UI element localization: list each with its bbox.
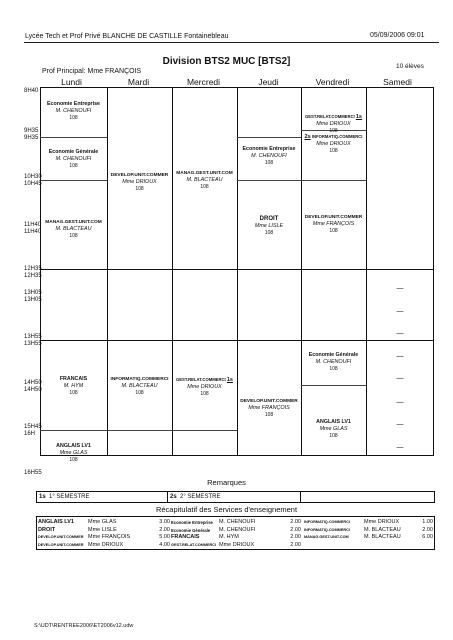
- block-divider: [301, 180, 366, 181]
- time-label: 13H05: [24, 290, 42, 296]
- course-friday-2[interactable]: 2s INFORMATIQ.COMMERCI Mme DRIOUX 108: [304, 134, 363, 154]
- grid-col-divider: [107, 88, 108, 455]
- recap-title: Récapitulatif des Services d'enseignement: [155, 505, 298, 514]
- block-divider: [40, 430, 107, 431]
- recap-row: GEST.RELAT.COMMERCI Mme DRIOUX 2.00: [171, 541, 301, 548]
- semester-2-box: 2s 2° SEMESTRE: [167, 491, 301, 503]
- empty-slot-dash: —: [396, 353, 404, 360]
- block-divider: [237, 137, 301, 138]
- day-header-saturday: Samedi: [383, 77, 412, 87]
- day-header-thursday: Jeudi: [258, 77, 279, 87]
- lunch-divider-bottom: [40, 340, 434, 341]
- day-header-tuesday: Mardi: [127, 77, 150, 87]
- block-divider: [107, 430, 237, 431]
- time-label: 14H50: [24, 380, 42, 386]
- day-header-monday: Lundi: [61, 77, 82, 87]
- time-label: 14H50: [24, 387, 42, 393]
- empty-slot-dash: —: [396, 285, 404, 292]
- empty-slot-dash: —: [396, 330, 404, 337]
- time-label: 13H55: [24, 341, 42, 347]
- time-label: 9H35: [24, 135, 39, 141]
- course-thursday-2[interactable]: DROIT Mme LISLE 108: [254, 216, 284, 236]
- course-friday-3[interactable]: DEVELOP.UNIT.COMMER Mme FRANÇOIS 108: [304, 215, 363, 234]
- recap-row: DEVELOP.UNIT.COMMER Mme FRANÇOIS 5.00: [38, 534, 170, 540]
- course-monday-2[interactable]: Economie Générale M. CHENOUFI 108: [48, 149, 99, 169]
- recap-column-3: [304, 519, 433, 542]
- file-path: S:\UDT\RENTREE2006\ET2006v12.udw: [34, 623, 134, 629]
- student-count: 10 élèves: [396, 63, 424, 70]
- recap-column-2: [171, 519, 301, 549]
- grid-col-divider: [172, 88, 173, 455]
- recap-row: INFORMATIQ.COMMERCI M. BLACTEAU 2.00: [304, 526, 433, 533]
- time-label: 15H45: [24, 424, 42, 430]
- recap-row: INFORMATIQ.COMMERCI Mme DRIOUX 1.00: [304, 519, 433, 525]
- page-title: Division BTS2 MUC [BTS2]: [162, 56, 291, 67]
- empty-slot-dash: —: [396, 375, 404, 382]
- course-thursday-1[interactable]: Economie Entreprise M. CHENOUFI 108: [242, 146, 296, 166]
- remarks-title: Remarques: [207, 478, 246, 487]
- time-label: 10H30: [24, 174, 42, 180]
- semester-empty-box: [300, 491, 435, 503]
- recap-row: DEVELOP.UNIT.COMMER Mme DRIOUX 4.00: [38, 541, 170, 548]
- day-header-wednesday: Mercredi: [186, 77, 221, 87]
- time-label: 13H05: [24, 297, 42, 303]
- time-label: 12H35: [24, 266, 42, 272]
- header-divider: [24, 42, 439, 43]
- time-label: 16H: [24, 431, 36, 437]
- course-thursday-3[interactable]: DEVELOP.UNIT.COMMER Mme FRANÇOIS 108: [240, 399, 298, 418]
- semester-1-box: 1s 1° SEMESTRE: [36, 491, 168, 503]
- recap-row: DROIT Mme LISLE 2.00: [38, 526, 170, 533]
- course-friday-4[interactable]: Economie Générale M. CHENOUFI 108: [308, 352, 359, 372]
- recap-column-1: [38, 519, 170, 549]
- block-divider: [40, 180, 107, 181]
- empty-slot-dash: —: [396, 444, 404, 451]
- empty-slot-dash: —: [396, 308, 404, 315]
- block-divider: [301, 385, 366, 386]
- grid-col-divider: [366, 88, 367, 455]
- recap-row: FRANCAIS M. HYM 2.00: [171, 534, 301, 540]
- time-label: 16H55: [24, 470, 42, 476]
- recap-row: Economie Générale M. CHENOUFI 2.00: [171, 526, 301, 533]
- block-divider: [40, 137, 107, 138]
- course-friday-1[interactable]: GEST.RELAT.COMMERCI 1s Mme DRIOUX 108: [304, 114, 362, 134]
- prof-principal: Prof Principal: Mme FRANÇOIS: [42, 68, 142, 75]
- lunch-divider-top: [40, 269, 434, 270]
- empty-slot-dash: —: [396, 399, 404, 406]
- course-monday-5[interactable]: ANGLAIS LV1 Mme GLAS 108: [56, 443, 91, 463]
- course-friday-5[interactable]: ANGLAIS LV1 Mme GLAS 108: [316, 419, 351, 439]
- time-label: 11H40: [24, 229, 42, 235]
- time-label: 10H45: [24, 181, 42, 187]
- time-label: 12H35: [24, 273, 42, 279]
- day-header-friday: Vendredi: [315, 77, 350, 87]
- course-tuesday-2[interactable]: INFORMATIQ.COMMERCI M. BLACTEAU 108: [110, 377, 169, 396]
- course-monday-1[interactable]: Economie Entreprise M. CHENOUFI 108: [47, 101, 100, 121]
- course-wednesday-1[interactable]: MANAG.GEST.UNIT.COM M. BLACTEAU 108: [176, 171, 233, 190]
- recap-row: ANGLAIS LV1 Mme GLAS 3.00: [38, 519, 170, 525]
- course-monday-3[interactable]: MANAG.GEST.UNIT.COM M. BLACTEAU 108: [45, 220, 102, 239]
- course-monday-4[interactable]: FRANCAIS M. HYM 108: [59, 376, 88, 396]
- time-label: 8H40: [24, 88, 39, 94]
- course-tuesday-1[interactable]: DEVELOP.UNIT.COMMER Mme DRIOUX 108: [110, 173, 169, 192]
- time-label: 9H35: [24, 128, 39, 134]
- time-label: 13H55: [24, 334, 42, 340]
- print-datetime: 05/09/2006 09:01: [370, 32, 425, 39]
- recap-row: Economie Entreprise M. CHENOUFI 2.00: [171, 519, 301, 525]
- course-wednesday-2[interactable]: GEST.RELAT.COMMERCI 1s Mme DRIOUX 108: [175, 377, 233, 397]
- empty-slot-dash: —: [396, 421, 404, 428]
- school-name: Lycée Tech et Prof Privé BLANCHE DE CASTILLE Fontainebleau: [25, 33, 229, 40]
- recap-row: MANAG.GEST.UNIT.COM M. BLACTEAU 6.00: [304, 534, 433, 540]
- block-divider: [237, 180, 301, 181]
- time-label: 11H40: [24, 222, 42, 228]
